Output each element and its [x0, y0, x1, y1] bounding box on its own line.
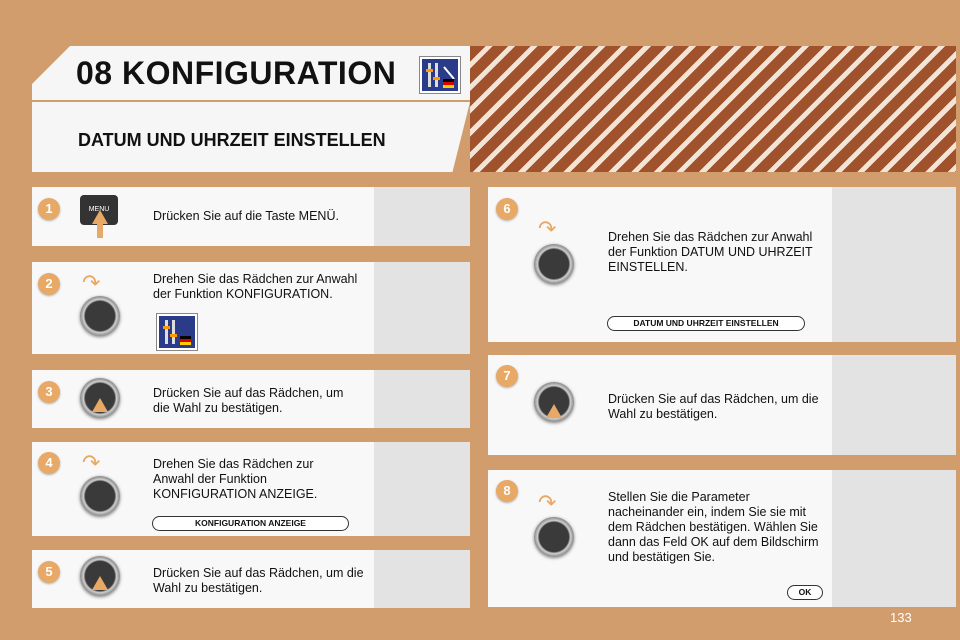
- radio-console-icon: [374, 550, 470, 608]
- radio-console-icon: [832, 187, 956, 342]
- step-number: 1: [38, 198, 60, 220]
- press-arrow-icon: [92, 398, 108, 412]
- rotary-knob-icon: [534, 244, 574, 284]
- screen-option-label: KONFIGURATION ANZEIGE: [152, 516, 349, 531]
- rotate-arrow-icon: ↷: [82, 450, 101, 475]
- rotary-knob-icon: [80, 476, 120, 516]
- rotate-arrow-icon: ↷: [538, 490, 557, 515]
- ok-field-label: OK: [787, 585, 823, 600]
- rotary-knob-icon: [80, 296, 120, 336]
- step-number: 2: [38, 273, 60, 295]
- step-number: 5: [38, 561, 60, 583]
- screen-option-label: DATUM UND UHRZEIT EINSTELLEN: [607, 316, 805, 331]
- step-text: Drücken Sie auf das Rädchen, um die Wahl zu bestätigen.: [153, 566, 364, 595]
- step-text: Drücken Sie auf die Taste MENÜ.: [153, 209, 339, 223]
- configuration-icon: [157, 314, 197, 350]
- configuration-icon: [420, 57, 460, 93]
- press-arrow-stem: [97, 224, 103, 238]
- radio-console-icon: [374, 370, 470, 428]
- page-title: 08 KONFIGURATION: [76, 55, 397, 91]
- step-text: Drehen Sie das Rädchen zur Anwahl der Funktion DATUM UND UHRZEIT EINSTELLEN.: [608, 230, 813, 274]
- page-number: 133: [890, 610, 912, 625]
- radio-console-icon: [374, 442, 470, 536]
- menu-key-icon: MENU: [80, 195, 118, 225]
- press-arrow-icon: [546, 404, 562, 418]
- step-number: 4: [38, 452, 60, 474]
- rotary-knob-icon: [534, 517, 574, 557]
- step-number: 8: [496, 480, 518, 502]
- radio-console-icon: [374, 187, 470, 246]
- press-arrow-icon: [92, 576, 108, 590]
- step-text: Drehen Sie das Rädchen zur Anwahl der Funktion KONFIGURATION ANZEIGE.: [153, 457, 318, 501]
- radio-console-icon: [374, 262, 470, 354]
- press-arrow-icon: [92, 210, 108, 224]
- step-number: 3: [38, 381, 60, 403]
- section-title: DATUM UND UHRZEIT EINSTELLEN: [78, 130, 386, 150]
- rotate-arrow-icon: ↷: [538, 216, 557, 241]
- radio-console-icon: [832, 470, 956, 607]
- radio-console-icon: [832, 355, 956, 455]
- step-number: 7: [496, 365, 518, 387]
- step-text: Stellen Sie die Parameter nacheinander ein, indem Sie sie mit dem Rädchen bestätigen. Wählen Sie dann das Feld OK auf dem Bildschirm und bestätigen Sie.: [608, 490, 819, 564]
- step-text: Drücken Sie auf das Rädchen, um die Wahl zu bestätigen.: [608, 392, 819, 421]
- step-number: 6: [496, 198, 518, 220]
- step-text: Drehen Sie das Rädchen zur Anwahl der Funktion KONFIGURATION.: [153, 272, 358, 301]
- header-stripes: [470, 46, 956, 172]
- rotate-arrow-icon: ↷: [82, 270, 101, 295]
- step-text: Drücken Sie auf das Rädchen, um die Wahl zu bestätigen.: [153, 386, 344, 415]
